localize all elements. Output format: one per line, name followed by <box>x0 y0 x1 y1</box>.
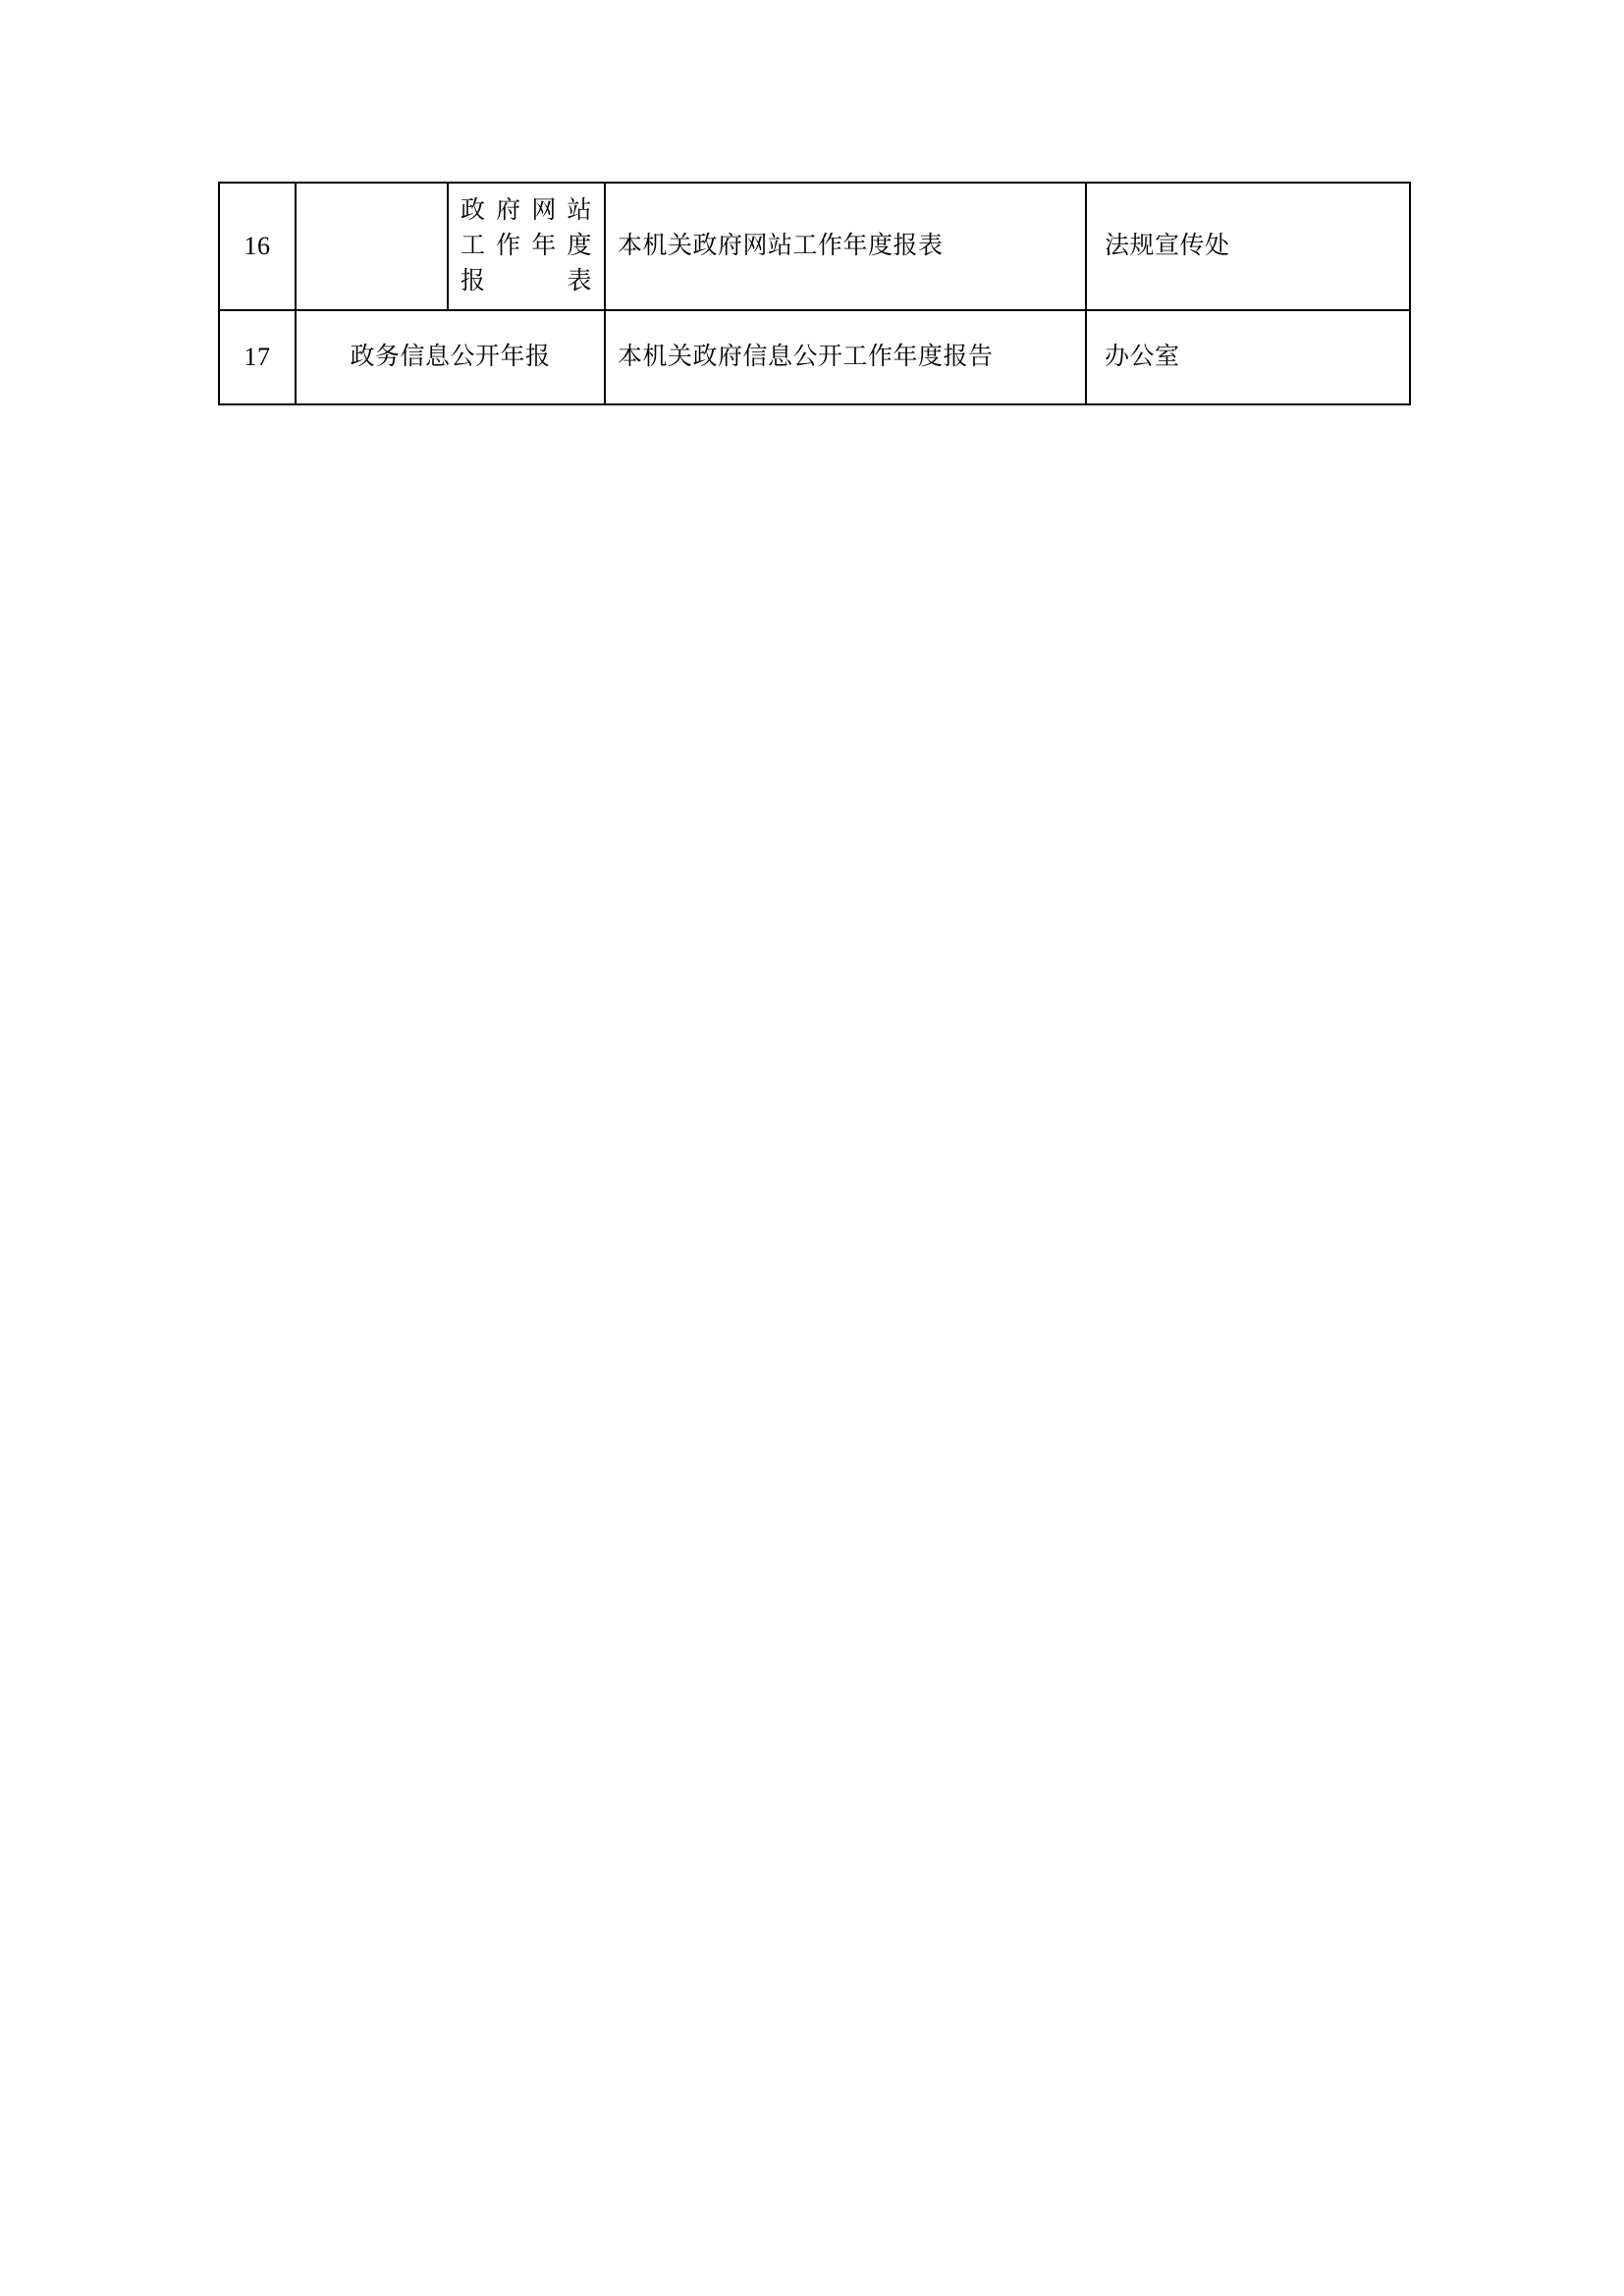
row-name: 政务信息公开年报 <box>296 310 605 404</box>
information-disclosure-table <box>218 182 1411 405</box>
table-row <box>219 183 1410 310</box>
row-name-line-2: 工作年度 <box>460 232 592 259</box>
row-department: 法规宣传处 <box>1086 183 1410 310</box>
row-number: 17 <box>219 310 296 404</box>
table-row <box>219 310 1410 404</box>
row-name <box>448 183 605 310</box>
row-description: 本机关政府网站工作年度报表 <box>605 183 1086 310</box>
row-department: 办公室 <box>1086 310 1410 404</box>
row-category <box>296 183 448 310</box>
row-description: 本机关政府信息公开工作年度报告 <box>605 310 1086 404</box>
row-name-line-1: 政府网站 <box>460 196 592 224</box>
row-number: 16 <box>219 183 296 310</box>
row-name-line-3: 报表 <box>460 268 592 295</box>
